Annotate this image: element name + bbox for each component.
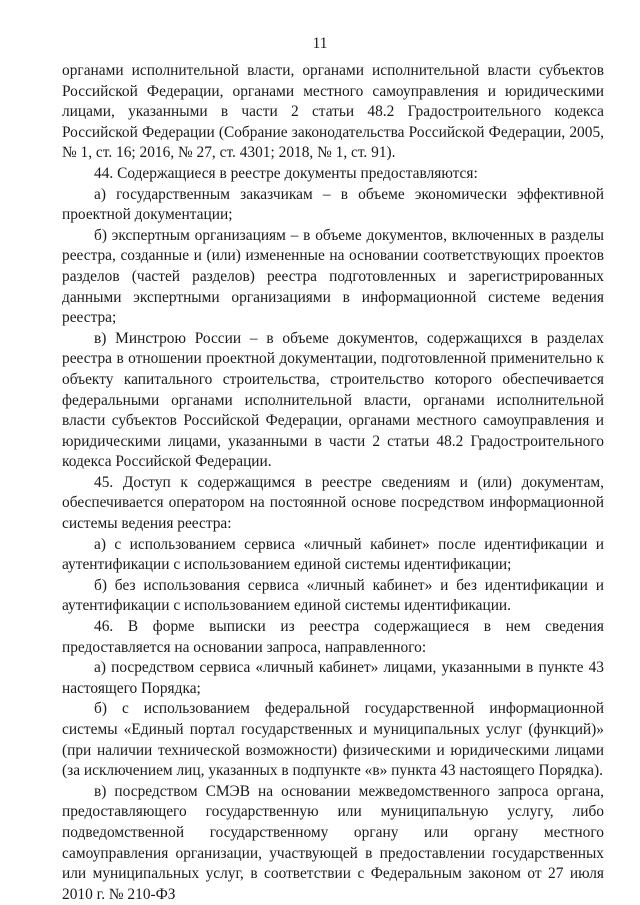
paragraph-46-b: б) с использованием федеральной государственной информационной системы «Единый портал государственных и муниципальных услуг (функций)» (при наличии технической возможности) физическими и юридическими лицами (за исключением лиц, указанных в подпункте «в» пункта 43 настоящего Порядка).: [62, 700, 604, 780]
paragraph-44-v: в) Минстрою России – в объеме документов, содержащихся в разделах реестра в отношении проектной документации, подготовленной применительно к объекту капитального строительства, строительство которого обеспечивается федеральными органами исполнительной власти, органами исполнительной власти субъектов Российской Федерации, органами местного самоуправления и юридическими лицами, указанными в части 2 статьи 48.2 Градостроительного кодекса Российской Федерации.: [62, 329, 604, 471]
document-body: [62, 61, 604, 905]
paragraph-44-b: б) экспертным организациям – в объеме документов, включенных в разделы реестра, созданные и (или) измененные на основании соответствующих проектов разделов (частей разделов) реестра подготовленных и зарегистрированных данными экспертными организациями в информационной системе ведения реестра;: [62, 226, 604, 327]
paragraph-44: 44. Содержащиеся в реестре документы предоставляются:: [94, 164, 478, 182]
paragraph-45-a: а) с использованием сервиса «личный кабинет» после идентификации и аутентификации с использованием единой системы идентификации;: [62, 535, 604, 574]
paragraph-45-b: б) без использования сервиса «личный кабинет» и без идентификации и аутентификации с использованием единой системы идентификации.: [62, 576, 604, 615]
paragraph-continuation: органами исполнительной власти, органами исполнительной власти субъектов Российской Федерации, органами местного самоуправления и юридическими лицами, указанными в части 2 статьи 48.2 Градостроительного кодекса Российской Федерации (Собрание законодательства Российской Федерации, 2005, № 1, ст. 16; 2016, № 27, ст. 4301; 2018, № 1, ст. 91).: [62, 62, 604, 162]
paragraph-46: 46. В форме выписки из реестра содержащиеся в нем сведения предоставляется на основании запроса, направленного:: [62, 618, 604, 656]
paragraph-46-a: а) посредством сервиса «личный кабинет» лицами, указанными в пункте 43 настоящего Порядка;: [62, 659, 604, 697]
paragraph-45: 45. Доступ к содержащимся в реестре сведениям и (или) документам, обеспечивается оператором на постоянной основе посредством информационной системы ведения реестра:: [62, 473, 604, 533]
page-number: 11: [312, 35, 328, 52]
paragraph-46-v: в) посредством СМЭВ на основании межведомственного запроса органа, предоставляющего государственную или муниципальную услугу, либо подведомственной государственному органу или органу местного самоуправления организации, участвующей в предоставлении государственных или муниципальных услуг, в соответствии с Федеральным законом от 27 июля 2010 г. № 210-ФЗ: [62, 782, 604, 903]
paragraph-44-a: а) государственным заказчикам – в объеме экономически эффективной проектной документации;: [62, 185, 604, 224]
